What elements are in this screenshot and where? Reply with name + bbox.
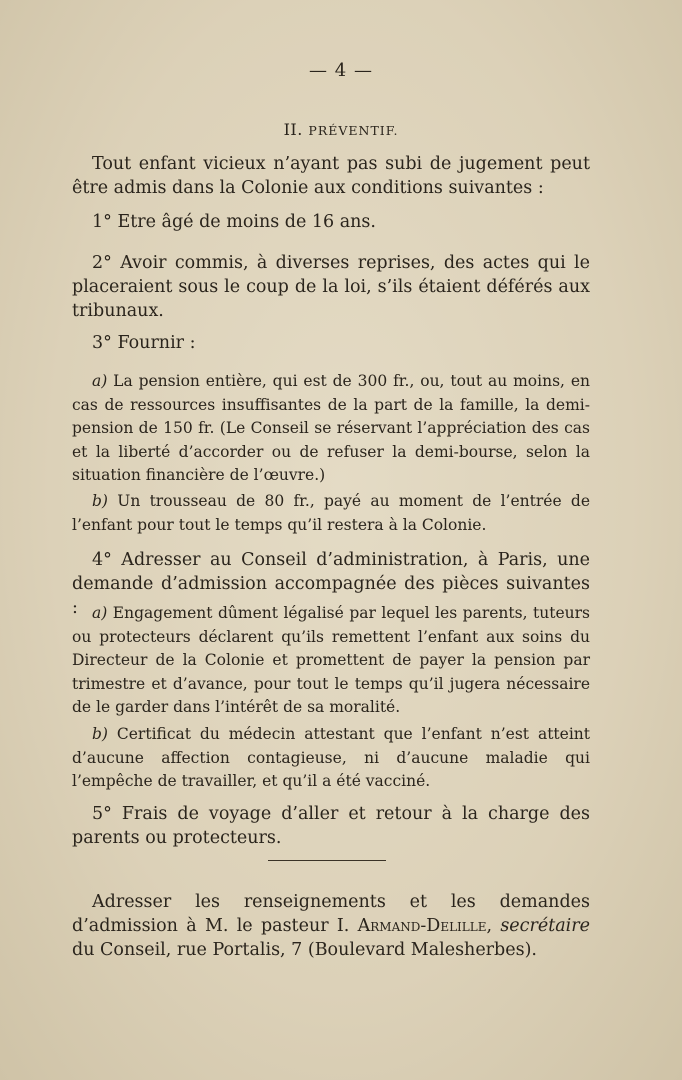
section-number: II.: [283, 120, 303, 139]
closing-separator: ,: [486, 916, 501, 936]
condition-2-number: 2°: [92, 253, 112, 273]
intro-paragraph: Tout enfant vicieux n’ayant pas subi de jugement peut être admis dans la Colonie aux conditions suivantes :: [72, 154, 590, 198]
condition-3b-label: b): [92, 492, 108, 510]
condition-3: [72, 331, 590, 355]
condition-5: [72, 802, 590, 850]
condition-3-number: 3°: [92, 333, 112, 353]
condition-4b-text: Certificat du médecin attestant que l’enfant n’est atteint d’aucune affection contagieuse, ni d’aucune maladie qui l’empêche de travailler, et qu’il a été vacciné.: [72, 725, 590, 790]
condition-1-number: 1°: [92, 212, 112, 232]
closing-name: Armand-Delille: [357, 916, 487, 936]
condition-4b-label: b): [92, 725, 108, 743]
condition-3a: [72, 370, 590, 488]
closing-text-start: Adresser les renseignements et les demandes d’admission à M. le pasteur I.: [72, 892, 590, 936]
condition-3b: [72, 490, 590, 537]
section-divider: [268, 860, 386, 861]
condition-3-text: Fournir :: [111, 333, 196, 353]
condition-3b-text: Un trousseau de 80 fr., payé au moment de l’entrée de l’enfant pour tout le temps qu’il restera à la Colonie.: [72, 492, 590, 534]
condition-2-text: Avoir commis, à diverses reprises, des actes qui le placeraient sous le coup de la loi, s’ils étaient déférés aux tribunaux.: [72, 253, 590, 321]
condition-1-text: Etre âgé de moins de 16 ans.: [111, 212, 376, 232]
condition-4a-label: a): [92, 604, 108, 622]
condition-4-number: 4°: [92, 550, 112, 570]
closing-text-end: du Conseil, rue Portalis, 7 (Boulevard Malesherbes).: [72, 940, 537, 960]
condition-4a-text: Engagement dûment légalisé par lequel les parents, tuteurs ou protecteurs déclarent qu’ils remettent l’enfant aux soins du Directeur de la Colonie et promettent de payer la pension par trimestre et d’avance, pour tout le temps qu’il jugera nécessaire de le garder dans l’intérêt de sa moralité.: [72, 604, 590, 716]
closing-paragraph: [72, 890, 590, 962]
section-title: PRÉVENTIF.: [308, 123, 399, 138]
closing-role: secrétaire: [500, 916, 590, 936]
condition-5-number: 5°: [92, 804, 112, 824]
condition-3a-text: La pension entière, qui est de 300 fr., ou, tout au moins, en cas de ressources insuffisantes de la part de la famille, la demi-pension de 150 fr. (Le Conseil se réservant l’appréciation des cas et la liberté d’accorder ou de refuser la demi-bourse, selon la situation financière de l’œuvre.): [72, 372, 590, 484]
condition-4a: [72, 602, 590, 720]
page-number: — 4 —: [309, 60, 373, 81]
condition-2: [72, 251, 590, 323]
condition-3a-label: a): [92, 372, 108, 390]
condition-4b: [72, 723, 590, 794]
condition-4-text: Adresser au Conseil d’administration, à Paris, une demande d’admission accompagnée des pièces suivantes :: [72, 550, 590, 618]
condition-1: [72, 210, 590, 234]
section-heading: [0, 120, 682, 139]
condition-5-text: Frais de voyage d’aller et retour à la charge des parents ou protecteurs.: [72, 804, 590, 848]
